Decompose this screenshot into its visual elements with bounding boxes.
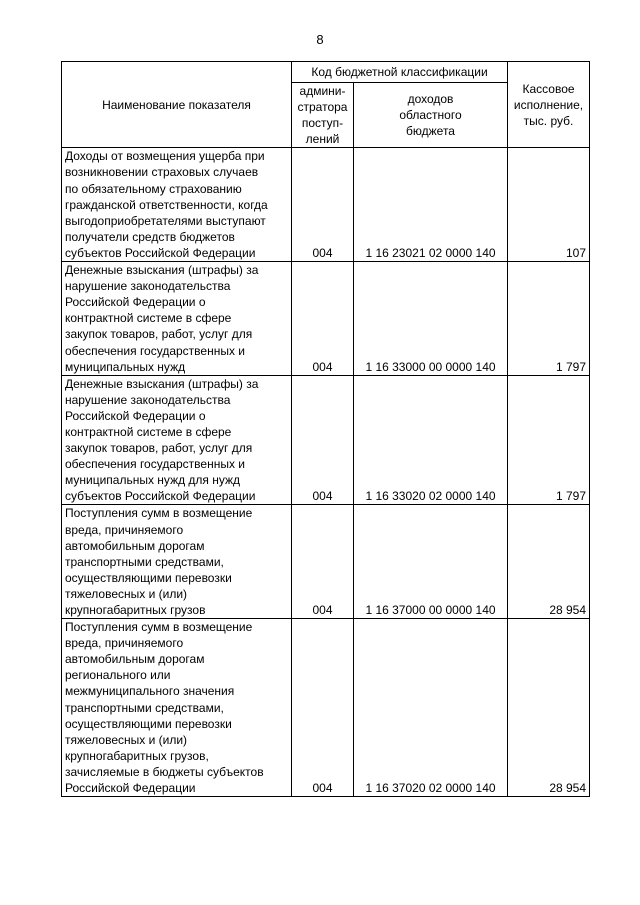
- indicator-name-line: по обязательному страхованию: [65, 181, 242, 196]
- administrator-code-cell: 004: [292, 619, 354, 797]
- indicator-name-line: Поступления сумм в возмещение: [65, 506, 253, 521]
- indicator-name-line: возникновении страховых случаев: [65, 165, 259, 180]
- header-line: Кассовое: [522, 81, 575, 96]
- table-row: [62, 375, 590, 505]
- indicator-name-line: межмуниципального значения: [65, 684, 235, 699]
- header-line: тыс. руб.: [523, 113, 574, 128]
- indicator-name-line: контрактной системе в сфере: [65, 424, 232, 439]
- indicator-name-line: вреда, причиняемого: [65, 522, 184, 537]
- income-code-cell: 1 16 33000 00 0000 140: [354, 262, 508, 376]
- indicator-name-line: транспортными средствами,: [65, 700, 224, 715]
- header-indicator-name: Наименование показателя: [62, 62, 292, 148]
- indicator-name-line: Денежные взыскания (штрафы) за: [65, 376, 259, 391]
- indicator-name-line: Российской Федерации: [65, 781, 196, 796]
- indicator-name-line: субъектов Российской Федерации: [65, 245, 256, 260]
- administrator-code-cell: 004: [292, 505, 354, 619]
- income-code-cell: 1 16 37020 02 0000 140: [354, 619, 508, 797]
- indicator-name-line: закупок товаров, работ, услуг для: [65, 441, 253, 456]
- indicator-name-line: Российской Федерации о: [65, 295, 206, 310]
- indicator-name-line: субъектов Российской Федерации: [65, 489, 256, 504]
- header-revenue-administrator: [292, 83, 354, 148]
- indicator-name-line: муниципальных нужд для нужд: [65, 473, 241, 488]
- table-row: [62, 262, 590, 376]
- header-line: стратора: [297, 100, 348, 115]
- indicator-name-line: обеспечения государственных и: [65, 457, 246, 472]
- indicator-name-line: автомобильным дорогам: [65, 538, 205, 553]
- income-code-cell: 1 16 37000 00 0000 140: [354, 505, 508, 619]
- indicator-name-line: Российской Федерации о: [65, 408, 206, 423]
- administrator-code-cell: 004: [292, 375, 354, 505]
- indicator-name-line: муниципальных нужд: [65, 359, 186, 374]
- indicator-name-line: тяжеловесных и (или): [65, 732, 188, 747]
- header-line: админи-: [299, 84, 346, 98]
- income-code-cell: 1 16 23021 02 0000 140: [354, 148, 508, 262]
- table-row: [62, 505, 590, 619]
- cash-execution-cell: 107: [508, 148, 590, 262]
- table-header: [62, 62, 590, 148]
- indicator-name-line: обеспечения государственных и: [65, 343, 246, 358]
- indicator-name-cell: [62, 148, 292, 262]
- indicator-name-line: Поступления сумм в возмещение: [65, 620, 253, 635]
- cash-execution-cell: 28 954: [508, 505, 590, 619]
- header-regional-budget-income: [354, 83, 508, 148]
- cash-execution-cell: 1 797: [508, 375, 590, 505]
- indicator-name-cell: [62, 619, 292, 797]
- header-line: исполнение,: [513, 97, 584, 112]
- indicator-name-cell: [62, 375, 292, 505]
- indicator-name-line: зачисляемые в бюджеты субъектов: [65, 764, 264, 779]
- indicator-name-line: регионального или: [65, 668, 171, 683]
- indicator-name-line: осуществляющими перевозки: [65, 570, 232, 585]
- cash-execution-cell: 28 954: [508, 619, 590, 797]
- indicator-name-line: вреда, причиняемого: [65, 636, 184, 651]
- indicator-name-line: автомобильным дорогам: [65, 652, 205, 667]
- indicator-name-line: нарушение законодательства: [65, 279, 231, 294]
- indicator-name-line: Доходы от возмещения ущерба при: [65, 149, 265, 164]
- indicator-name-line: выгодоприобретателями выступают: [65, 213, 266, 228]
- indicator-name-cell: [62, 262, 292, 376]
- indicator-name-line: транспортными средствами,: [65, 554, 224, 569]
- indicator-name-line: тяжеловесных и (или): [65, 586, 188, 601]
- table-row: [62, 619, 590, 797]
- cash-execution-cell: 1 797: [508, 262, 590, 376]
- header-line: поступ-: [301, 116, 344, 131]
- indicator-name-line: Денежные взыскания (штрафы) за: [65, 263, 259, 278]
- header-line: доходов: [407, 92, 454, 107]
- indicator-name-line: крупногабаритных грузов: [65, 603, 206, 617]
- indicator-name-cell: [62, 505, 292, 619]
- indicator-name-line: крупногабаритных грузов,: [65, 748, 209, 763]
- indicator-name-line: осуществляющими перевозки: [65, 716, 232, 731]
- header-line: лений: [305, 132, 340, 147]
- indicator-name-line: закупок товаров, работ, услуг для: [65, 327, 253, 342]
- administrator-code-cell: 004: [292, 148, 354, 262]
- header-line: бюджета: [406, 124, 455, 139]
- header-cash-execution: [508, 62, 590, 148]
- header-line: областного: [399, 108, 462, 123]
- income-code-cell: 1 16 33020 02 0000 140: [354, 375, 508, 505]
- page-number: 8: [316, 32, 324, 47]
- table-body: [62, 148, 590, 797]
- indicator-name-line: получатели средств бюджетов: [65, 229, 235, 244]
- indicator-name-line: контрактной системе в сфере: [65, 311, 232, 326]
- indicator-name-line: гражданской ответственности, когда: [65, 197, 268, 212]
- budget-revenue-table: [61, 61, 590, 797]
- indicator-name-line: нарушение законодательства: [65, 392, 231, 407]
- table-row: [62, 148, 590, 262]
- administrator-code-cell: 004: [292, 262, 354, 376]
- header-budget-classification-code: Код бюджетной классификации: [292, 62, 508, 83]
